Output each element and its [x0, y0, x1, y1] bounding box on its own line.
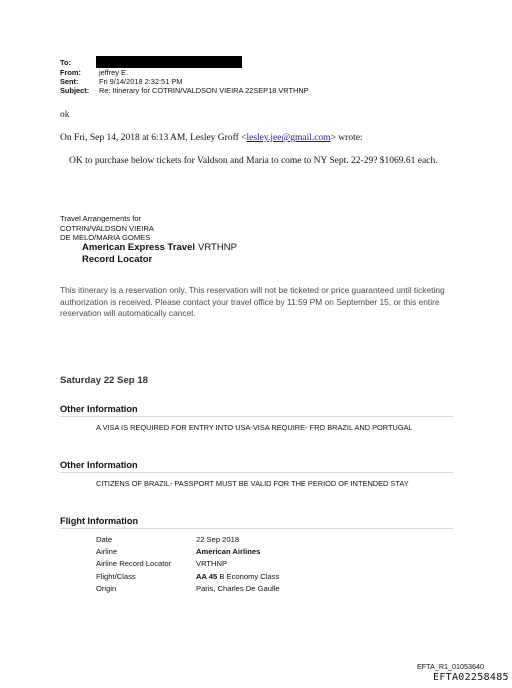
flight-value: 22 Sep 2018 [196, 535, 240, 544]
quote-intro-after: > wrote: [330, 133, 363, 143]
flight-value: VRTHNP [196, 559, 228, 569]
record-locator-label: Record Locator [82, 254, 153, 265]
traveler-2: DE MELO/MARIA GOMES [60, 233, 151, 242]
agency-locator: VRTHNP [198, 242, 237, 253]
sent-value: Fri 9/14/2018 2:32:51 PM [99, 77, 183, 87]
flight-number: AA 45 [196, 571, 218, 581]
flight-label: Airline [96, 547, 118, 557]
flight-row-airline [96, 546, 280, 558]
flight-row-origin [96, 583, 280, 595]
document-id-1: EFTA_R1_01053640 [417, 662, 484, 671]
subject-value: Re: Itinerary for COTRIN/VALDSON VIEIRA 22SEP18 VRTHNP [99, 86, 309, 96]
quoted-message: OK to purchase below tickets for Valdson and Maria to come to NY Sept. 22-29? $1069.61 each. [69, 156, 438, 166]
flight-row-date [96, 534, 280, 546]
section-heading-other-info-2: Other Information [60, 460, 453, 473]
flight-row-class [96, 571, 280, 583]
subject-label: Subject: [60, 86, 90, 96]
flight-table [96, 534, 280, 595]
travel-arrangements [60, 214, 154, 243]
reply-text: ok [60, 110, 70, 120]
quote-intro-before: On Fri, Sep 14, 2018 at 6:13 AM, Lesley Groff < [60, 133, 247, 143]
flight-label: Flight/Class [96, 571, 136, 581]
to-label: To: [60, 58, 71, 67]
document-id-2: EFTA02258485 [433, 672, 509, 683]
flight-value: Paris, Charles De Gaulle [196, 583, 280, 593]
traveler-1: COTRIN/VALDSON VIEIRA [60, 223, 154, 233]
other-info-1-text: A VISA IS REQUIRED FOR ENTRY INTO USA-VISA REQUIRE- FRO BRAZIL AND PORTUGAL [96, 423, 413, 432]
email-header [60, 58, 309, 96]
flight-row-record-locator [96, 558, 280, 570]
section-heading-other-info-1: Other Information [60, 404, 453, 417]
agency-block [82, 242, 237, 266]
flight-value: B Economy Class [217, 571, 280, 581]
reservation-notice: This itinerary is a reservation only. This reservation will not be ticketed or price guaranteed until ticketing authorization is received. Please contact your travel office by 11:59 PM on September 15, or this entire reservation will automatically cancel. [60, 285, 445, 319]
section-heading-flight-info: Flight Information [60, 516, 453, 529]
other-info-2-text: CITIZENS OF BRAZIL- PASSPORT MUST BE VALID FOR THE PERIOD OF INTENDED STAY [96, 479, 409, 488]
redaction-bar [96, 56, 242, 68]
email-link[interactable]: lesley.jee@gmail.com [246, 133, 331, 143]
from-label: From: [60, 68, 81, 77]
travel-line-1: Travel Arrangements for [60, 214, 142, 223]
flight-label: Origin [96, 583, 117, 593]
agency-name: American Express Travel [82, 242, 196, 253]
sent-label: Sent: [60, 77, 79, 87]
flight-label: Date [96, 535, 113, 544]
flight-label: Airline Record Locator [96, 559, 172, 569]
quote-intro [60, 133, 363, 143]
flight-value: American Airlines [196, 547, 261, 557]
from-value: jeffrey E. [99, 68, 129, 77]
day-heading: Saturday 22 Sep 18 [60, 375, 148, 386]
